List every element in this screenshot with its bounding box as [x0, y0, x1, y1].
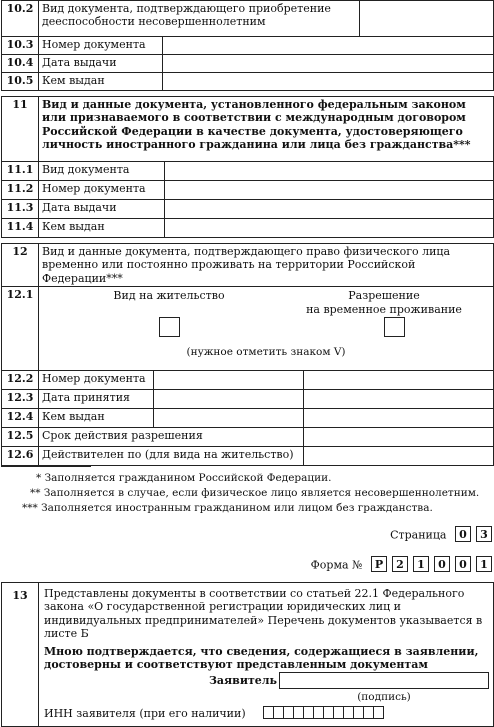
row-num: 12.5 [2, 428, 39, 447]
form-code-char: 1 [476, 556, 492, 572]
temp-residence-checkbox[interactable] [384, 317, 405, 337]
section-title: Вид и данные документа, установленного федеральным законом или признаваемого в соответствии с международным договором Российской Федерации в качестве документа, удостоверяющего личность иностранного гражданина или лица без гражданства*** [39, 97, 494, 162]
row-pair [39, 55, 494, 73]
row-num: 12.3 [2, 390, 39, 409]
value-field[interactable] [304, 447, 494, 466]
form-code-char: 2 [392, 556, 408, 572]
row-num: 12.4 [2, 409, 39, 428]
form-label: Форма № [310, 558, 363, 572]
value-field[interactable] [360, 1, 494, 37]
confirmation-statement: Мною подтверждается, что сведения, содержащиеся в заявлении, достоверны и соответствуют представленным документам [44, 644, 479, 672]
row-label: Срок действия разрешения [39, 428, 304, 447]
row-num: 10.4 [2, 55, 39, 73]
row-num: 12.1 [2, 287, 39, 371]
value-field[interactable] [154, 371, 304, 390]
section-12-table [1, 243, 494, 466]
value-field[interactable] [304, 409, 494, 428]
row-num: 11 [2, 97, 39, 162]
row-label: Номер документа [39, 181, 165, 200]
row-label: Номер документа [39, 37, 163, 54]
row-num: 10.3 [2, 37, 39, 55]
form-code-char: 0 [455, 556, 471, 572]
value-field[interactable] [304, 390, 494, 409]
row-num: 12.2 [2, 371, 39, 390]
row-num: 12 [2, 244, 39, 287]
value-field[interactable] [165, 162, 494, 181]
value-field[interactable] [154, 390, 304, 409]
value-field[interactable] [304, 428, 494, 447]
row-label: Кем выдан [39, 409, 154, 428]
footnote-2: ** Заполняется в случае, если физическое лицо является несовершеннолетним. [30, 487, 480, 499]
row-num: 13 [2, 583, 39, 727]
row-num: 12.6 [2, 447, 39, 466]
residence-permit-checkbox[interactable] [159, 317, 180, 337]
value-field[interactable] [165, 200, 494, 219]
section-title: Вид и данные документа, подтверждающего право физического лица временно или постоянно проживать на территории Российской Федерации*** [39, 244, 494, 287]
footnote-3: *** Заполняется иностранным гражданином или лицом без гражданства. [22, 502, 433, 514]
value-field[interactable] [163, 73, 493, 90]
form-code-char: 0 [434, 556, 450, 572]
inn-cells[interactable] [264, 706, 384, 722]
inn-label: ИНН заявителя (при его наличии) [44, 707, 246, 720]
applicant-label: Заявитель [209, 674, 278, 687]
value-field[interactable] [304, 371, 494, 390]
row-label: Действителен по (для вида на жительство) [39, 447, 304, 466]
temp-residence-label-1: Разрешение [348, 289, 420, 303]
doc-type-choice [39, 287, 494, 371]
footnote-divider [1, 466, 91, 467]
signature-hint: (подпись) [357, 691, 411, 703]
documents-statement: Представлены документы в соответствии со статьей 22.1 Федерального закона «О государственной регистрации юридических лиц и индивидуальных предпринимателей» Перечень документов указывается в листе Б [44, 587, 483, 641]
value-field[interactable] [165, 181, 494, 200]
value-field[interactable] [154, 409, 304, 428]
row-num: 11.1 [2, 162, 39, 181]
declaration-cell [39, 583, 494, 727]
row-pair [39, 73, 494, 91]
row-num: 11.2 [2, 181, 39, 200]
value-field[interactable] [163, 55, 493, 72]
page-digit: 0 [455, 526, 471, 542]
row-label: Дата выдачи [39, 55, 163, 72]
row-label: Номер документа [39, 371, 154, 390]
row-label: Дата выдачи [39, 200, 165, 219]
form-code-char: Р [371, 556, 387, 572]
row-pair [39, 37, 494, 55]
temp-residence-label-2: на временное проживание [306, 303, 462, 317]
row-label: Кем выдан [39, 73, 163, 90]
row-num: 10.5 [2, 73, 39, 91]
row-label: Кем выдан [39, 219, 165, 238]
row-num: 11.4 [2, 219, 39, 238]
applicant-signature-field[interactable] [279, 672, 489, 689]
section-11-table [1, 96, 494, 238]
row-label: Вид документа, подтверждающего приобретение дееспособности несовершеннолетним [39, 1, 360, 37]
form-number-block [250, 556, 492, 572]
choice-hint: (нужное отметить знаком V) [186, 346, 346, 359]
page-number-block [360, 526, 492, 542]
section-10-table [1, 0, 494, 91]
row-label: Дата принятия [39, 390, 154, 409]
form-code-char: 1 [413, 556, 429, 572]
value-field[interactable] [165, 219, 494, 238]
footnote-1: * Заполняется гражданином Российской Федерации. [36, 472, 332, 484]
residence-permit-label: Вид на жительство [113, 289, 225, 303]
section-13-table [1, 582, 494, 727]
value-field[interactable] [163, 37, 493, 54]
page-label: Страница [390, 528, 447, 542]
page-digit: 3 [476, 526, 492, 542]
inn-digit-cell[interactable] [373, 706, 384, 719]
row-num: 11.3 [2, 200, 39, 219]
row-label: Вид документа [39, 162, 165, 181]
row-num: 10.2 [2, 1, 39, 37]
